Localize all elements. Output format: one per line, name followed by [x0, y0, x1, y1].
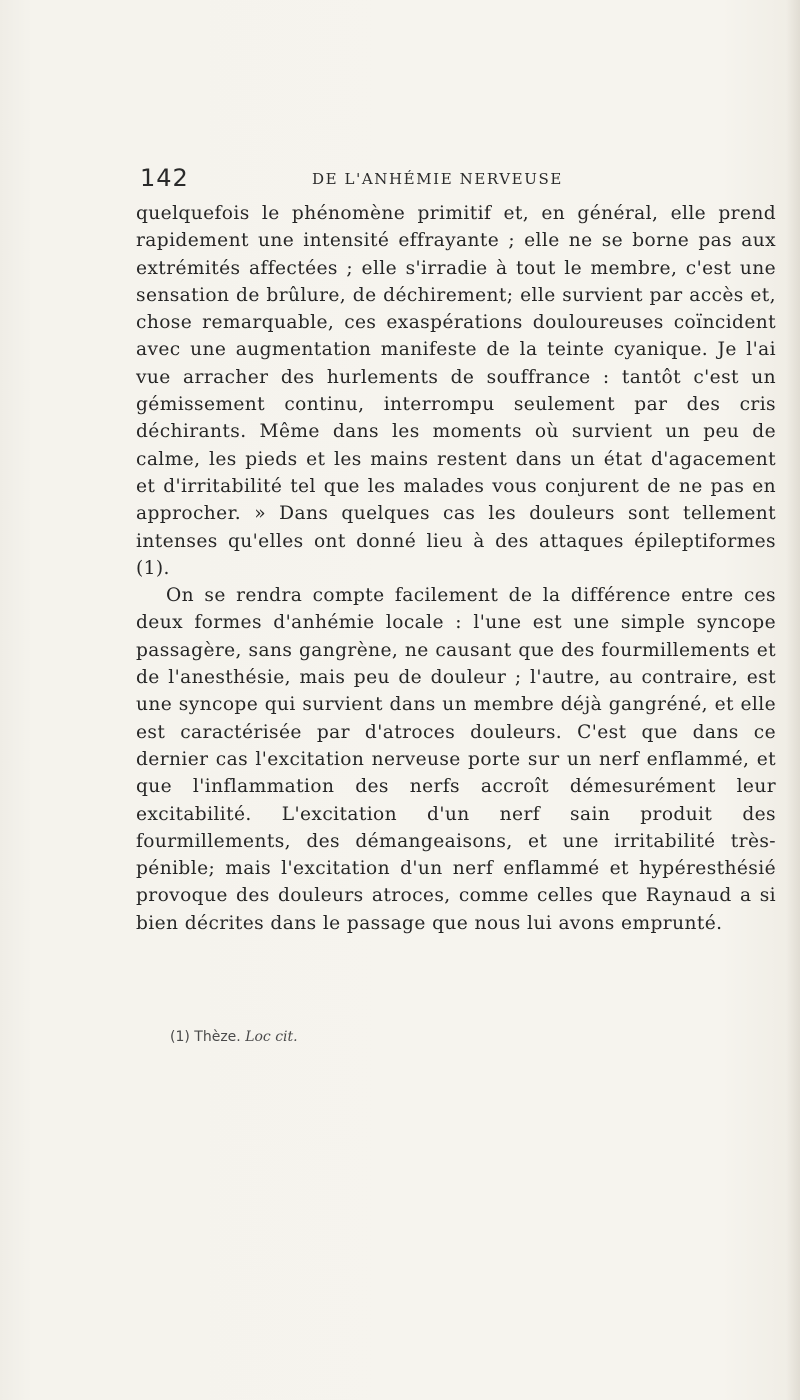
footnote-marker: (1) [170, 1029, 190, 1045]
page-edge-shadow [786, 0, 800, 1400]
running-head: DE L'ANHÉMIE NERVEUSE [312, 170, 563, 188]
footnote-reference: Loc cit. [245, 1029, 298, 1045]
page-header [140, 164, 780, 200]
body-text [136, 200, 776, 937]
paragraph-1: quelquefois le phénomène primitif et, en général, elle prend rapidement une intensité effrayante ; elle ne se borne pas aux extrémités affectées ; elle s'irradie à tout le membre, c'est une sensation de brûlure, de déchirement; elle survient par accès et, chose remarquable, ces exaspérations douloureuses coïncident avec une augmentation manifeste de la teinte cyanique. Je l'ai vue arracher des hurlements de souffrance : tantôt c'est un gémissement continu, interrompu seulement par des cris déchirants. Même dans les moments où survient un peu de calme, les pieds et les mains restent dans un état d'agacement et d'irritabilité tel que les malades vous conjurent de ne pas en approcher. » Dans quelques cas les douleurs sont tellement intenses qu'elles ont donné lieu à des attaques épileptiformes (1). [136, 203, 776, 579]
page-number: 142 [140, 164, 189, 192]
paragraph-2: On se rendra compte facilement de la différence entre ces deux formes d'anhémie locale : l'une est une simple syncope passagère, sans gangrène, ne causant que des fourmillements et de l'anesthésie, mais peu de douleur ; l'autre, au contraire, est une syncope qui survient dans un membre déjà gangréné, et elle est caractérisée par d'atroces douleurs. C'est que dans ce dernier cas l'excitation nerveuse porte sur un nerf enflammé, et que l'inflammation des nerfs accroît démesurément leur excitabilité. L'excitation d'un nerf sain produit des fourmillements, des démangeaisons, et une irritabilité très-pénible; mais l'excitation d'un nerf enflammé et hypéresthésié provoque des douleurs atroces, comme celles que Raynaud a si bien décrites dans le passage que nous lui avons emprunté. [136, 585, 776, 934]
footnote [170, 1029, 298, 1045]
footnote-author: Thèze. [194, 1029, 241, 1045]
